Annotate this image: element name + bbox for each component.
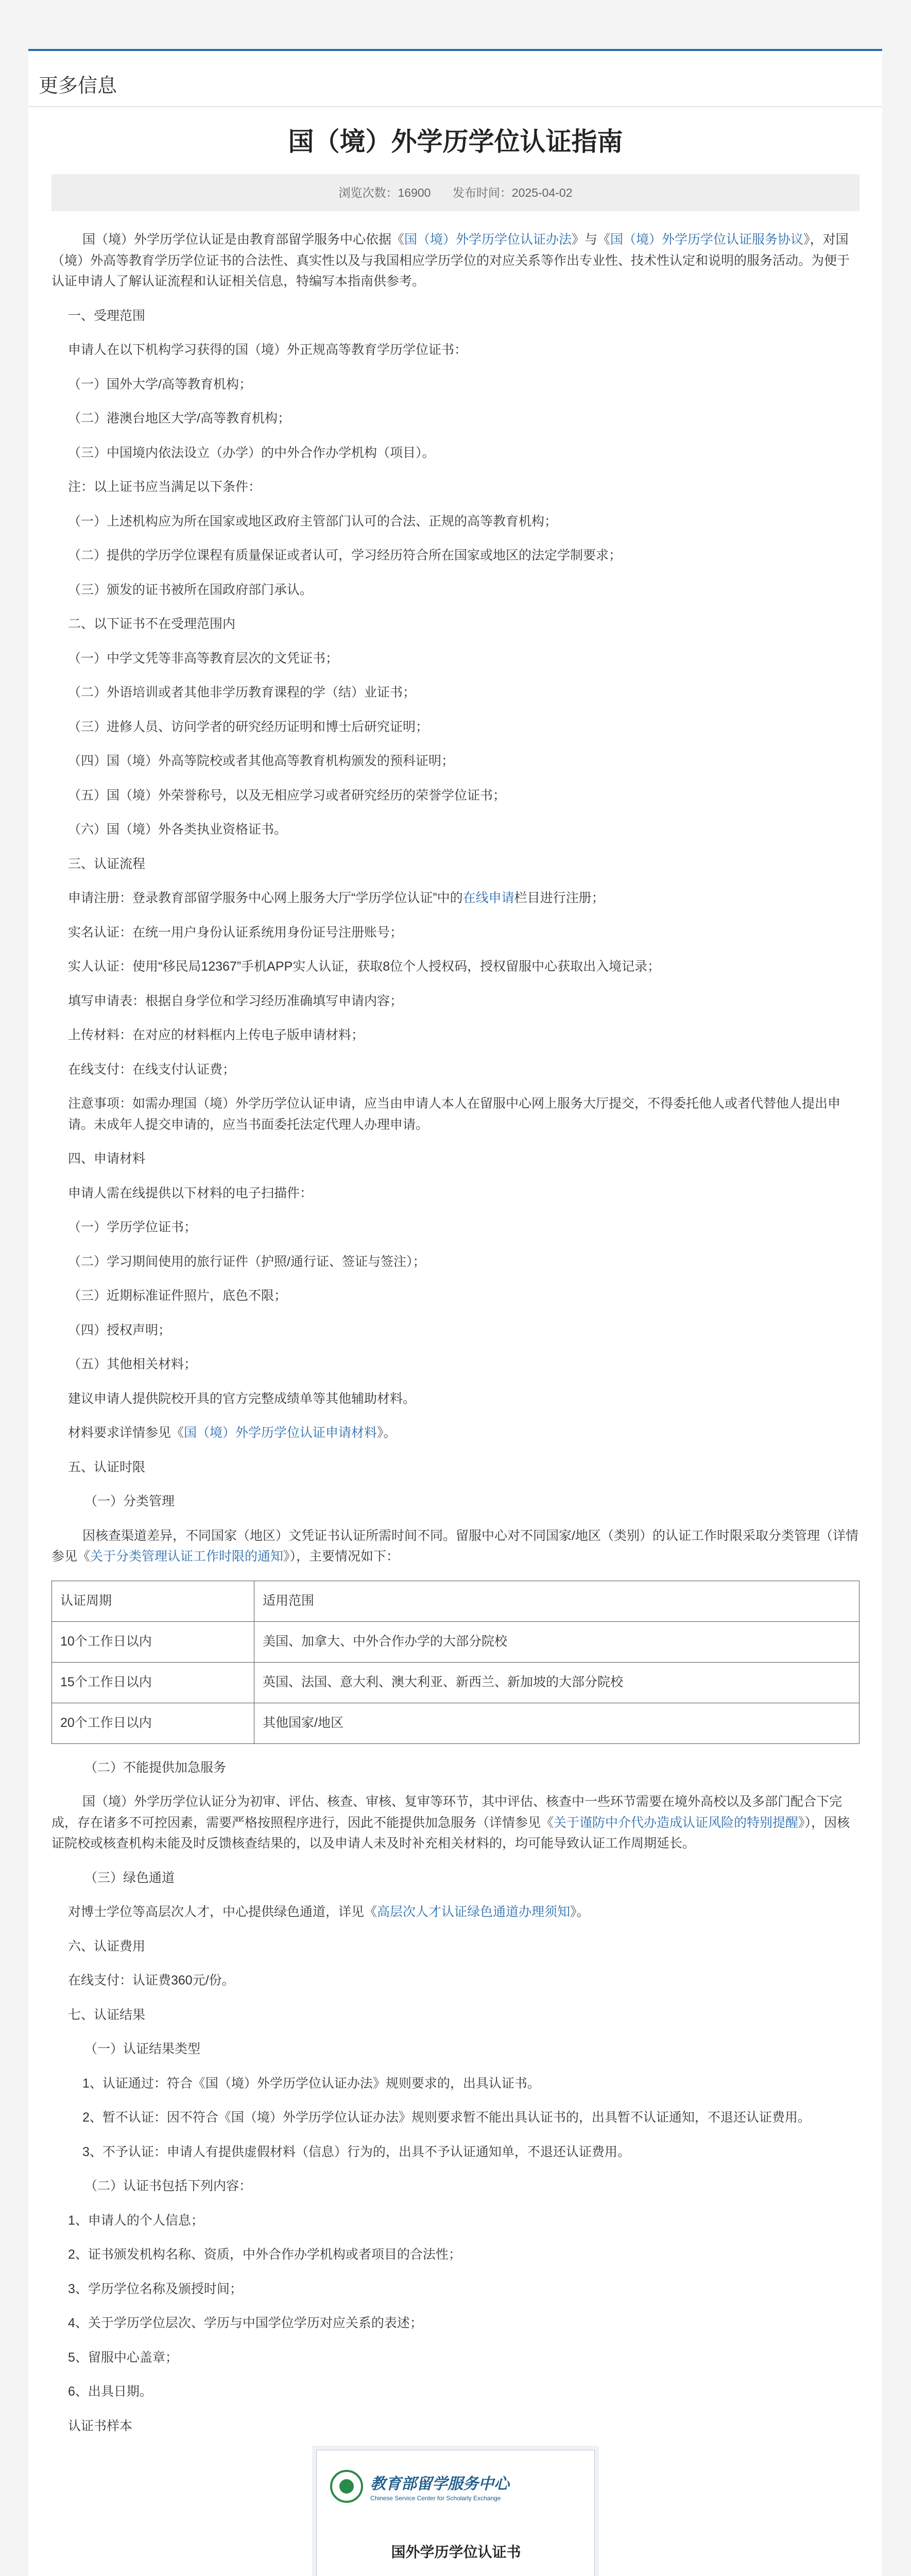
list-item: 3、学历学位名称及颁授时间； bbox=[68, 2281, 243, 2296]
sub-heading: （一）分类管理 bbox=[84, 1494, 175, 1509]
article-content bbox=[51, 229, 860, 2576]
list-item: （三）中国境内依法设立（办学）的中外合作办学机构（项目）。 bbox=[68, 445, 435, 460]
table-header-cell: 适用范围 bbox=[254, 1581, 860, 1621]
list-item: 1、申请人的个人信息； bbox=[68, 2213, 204, 2228]
list-item: （四）国（境）外高等院校或者其他高等教育机构颁发的预科证明； bbox=[68, 754, 455, 768]
link-cert-regulation[interactable]: 国（境）外学历学位认证办法 bbox=[404, 232, 572, 247]
section-heading: 三、认证流程 bbox=[68, 856, 146, 871]
list-item: 填写申请表：根据自身学位和学习经历准确填写申请内容； bbox=[68, 993, 403, 1008]
list-item: （三）进修人员、访问学者的研究经历证明和博士后研究证明； bbox=[68, 719, 429, 734]
paragraph: 申请人需在线提供以下材料的电子扫描件： bbox=[68, 1185, 313, 1200]
text: 申请注册：登录教育部留学服务中心网上服务大厅“学历学位认证”中的 bbox=[68, 891, 463, 905]
list-item: （二）提供的学历学位课程有质量保证或者认可，学习经历符合所在国家或地区的法定学制要求； bbox=[68, 548, 622, 563]
paragraph: 建议申请人提供院校开具的官方完整成绩单等其他辅助材料。 bbox=[68, 1391, 416, 1406]
text: 》。 bbox=[570, 1905, 590, 1919]
list-item: （一）中学文凭等非高等教育层次的文凭证书； bbox=[68, 651, 339, 666]
date-label: 发布时间： bbox=[452, 186, 512, 199]
text: 因核查渠道差异，不同国家（地区）文凭证书认证所需时间不同。留服中心对不同国家/地区（类别）的认证工作时限采取分类管理（详情参见《 bbox=[51, 1528, 858, 1564]
section-heading: 六、认证费用 bbox=[68, 1939, 146, 1954]
list-item: （三）颁发的证书被所在国政府部门承认。 bbox=[68, 582, 313, 597]
table-cell: 其他国家/地区 bbox=[254, 1703, 860, 1743]
link-online-apply[interactable]: 在线申请 bbox=[462, 891, 514, 905]
page-title: 国（境）外学历学位认证指南 bbox=[288, 127, 623, 156]
text: 栏目进行注册； bbox=[514, 891, 605, 905]
table-cell: 10个工作日以内 bbox=[52, 1621, 254, 1662]
more-info-heading: 更多信息 bbox=[39, 75, 117, 97]
notice-paragraph: 注意事项：如需办理国（境）外学历学位认证申请，应当由申请人本人在留服中心网上服务大厅提交，不得委托他人或者代替他人提出申请。未成年人提交申请的，应当书面委托法定代理人办理申请。 bbox=[68, 1096, 841, 1132]
section-heading: 七、认证结果 bbox=[68, 2007, 146, 2022]
table-row bbox=[52, 1703, 860, 1743]
text: 》与《 bbox=[572, 232, 611, 247]
text: 国（境）外学历学位认证分为初审、评估、核查、审核、复审等环节，其中评估、核查中一些环节需要在境外高校以及多部门配合下完成，存在诸多不可控因素，需要严格按照程序进行，因此不能提供加急服务（详情参见《 bbox=[51, 1794, 843, 1830]
certificate-org: 教育部留学服务中心 bbox=[370, 2476, 509, 2493]
paragraph: 1、认证通过：符合《国（境）外学历学位认证办法》规则要求的，出具认证书。 bbox=[82, 2076, 540, 2091]
publish-date: 2025-04-02 bbox=[511, 186, 573, 199]
list-item: 上传材料：在对应的材料框内上传电子版申请材料； bbox=[68, 1028, 365, 1042]
text: 对博士学位等高层次人才，中心提供绿色通道，详见《 bbox=[68, 1905, 377, 1919]
list-item: 实名认证：在统一用户身份认证系统用身份证号注册账号； bbox=[68, 925, 403, 940]
table-row bbox=[52, 1662, 860, 1703]
list-item: （二）外语培训或者其他非学历教育课程的学（结）业证书； bbox=[68, 685, 416, 700]
time-limit-table bbox=[51, 1581, 860, 1744]
link-application-materials[interactable]: 国（境）外学历学位认证申请材料 bbox=[184, 1426, 377, 1440]
list-item: （一）上述机构应为所在国家或地区政府主管部门认可的合法、正规的高等教育机构； bbox=[68, 514, 558, 529]
section-heading: 二、以下证书不在受理范围内 bbox=[68, 617, 236, 631]
certificate-title: 国外学历学位认证书 bbox=[391, 2544, 521, 2560]
certificate-header bbox=[327, 2465, 585, 2511]
divider bbox=[28, 106, 882, 107]
paragraph: 注：以上证书应当满足以下条件： bbox=[68, 480, 262, 494]
paragraph: 2、暂不认证：因不符合《国（境）外学历学位认证办法》规则要求暂不能出具认证书的，出具暂不认证通知，不退还认证费用。 bbox=[82, 2110, 811, 2125]
text: 》，对国（境）外高等教育学历学位证书的合法性、真实性以及与我国相应学历学位的对应关系等作出专业性、技术性认定和说明的服务活动。为便于认证申请人了解认证流程和认证相关信息，特编写本指南供参考。 bbox=[51, 232, 850, 289]
table-cell: 20个工作日以内 bbox=[52, 1703, 254, 1743]
text: 材料要求详情参见《 bbox=[68, 1426, 184, 1440]
list-item: （一）学历学位证书； bbox=[68, 1220, 197, 1234]
link-service-agreement[interactable]: 国（境）外学历学位认证服务协议 bbox=[610, 232, 804, 247]
list-item: （二）学习期间使用的旅行证件（护照/通行证、签证与签注）； bbox=[68, 1254, 426, 1269]
views-count: 16900 bbox=[398, 186, 431, 199]
text: 》），主要情况如下： bbox=[283, 1549, 400, 1564]
certificate-image bbox=[316, 2450, 595, 2576]
list-item: 4、关于学历学位层次、学历与中国学位学历对应关系的表述； bbox=[68, 2316, 423, 2330]
list-item: （二）港澳台地区大学/高等教育机构； bbox=[68, 411, 290, 426]
paragraph: 认证书样本 bbox=[68, 2418, 133, 2433]
paragraph: 在线支付：认证费360元/份。 bbox=[68, 1973, 235, 1988]
table-cell: 英国、法国、意大利、澳大利亚、新西兰、新加坡的大部分院校 bbox=[254, 1662, 860, 1703]
paragraph bbox=[51, 1902, 860, 1923]
paragraph bbox=[51, 888, 860, 909]
link-green-channel[interactable]: 高层次人才认证绿色通道办理须知 bbox=[377, 1905, 571, 1919]
table-cell: 15个工作日以内 bbox=[52, 1662, 254, 1703]
list-item: 6、出具日期。 bbox=[68, 2384, 152, 2399]
section-heading: 五、认证时限 bbox=[68, 1460, 146, 1475]
table-cell: 美国、加拿大、中外合作办学的大部分院校 bbox=[254, 1621, 860, 1662]
link-time-limit-notice[interactable]: 关于分类管理认证工作时限的通知 bbox=[90, 1549, 284, 1564]
list-item: （五）国（境）外荣誉称号，以及无相应学习或者研究经历的荣誉学位证书； bbox=[68, 788, 506, 803]
text: 》。 bbox=[377, 1426, 397, 1440]
sub-heading: （三）绿色通道 bbox=[84, 1870, 175, 1885]
paragraph bbox=[51, 1422, 860, 1444]
paragraph bbox=[51, 1791, 860, 1854]
paragraph: 申请人在以下机构学习获得的国（境）外正规高等教育学历学位证书： bbox=[68, 343, 468, 357]
list-item: （四）授权声明； bbox=[68, 1323, 171, 1337]
link-agency-warning[interactable]: 关于谨防中介代办造成认证风险的特别提醒 bbox=[554, 1815, 799, 1830]
list-item: 5、留服中心盖章； bbox=[68, 2350, 178, 2365]
list-item: 在线支付：在线支付认证费； bbox=[68, 1062, 236, 1077]
section-heading: 四、申请材料 bbox=[68, 1151, 146, 1166]
date-meta bbox=[453, 186, 573, 199]
views-meta bbox=[338, 186, 431, 199]
list-item: （一）国外大学/高等教育机构； bbox=[68, 377, 252, 392]
list-item: 2、证书颁发机构名称、资质，中外合作办学机构或者项目的合法性； bbox=[68, 2247, 461, 2262]
table-row bbox=[52, 1621, 860, 1662]
list-item: （六）国（境）外各类执业资格证书。 bbox=[68, 822, 287, 837]
paragraph: 3、不予认证：申请人有提供虚假材料（信息）行为的，出具不予认证通知单，不退还认证费用。 bbox=[82, 2144, 630, 2159]
list-item: 实人认证：使用“移民局12367”手机APP实人认证，获取8位个人授权码，授权留服中心获取出入境记录； bbox=[68, 959, 661, 974]
certificate-org-en: Chinese Service Center for Scholarly Exchange bbox=[370, 2495, 501, 2502]
text: 国（境）外学历学位认证是由教育部留学服务中心依据《 bbox=[82, 232, 405, 247]
certificate-sample bbox=[51, 2450, 860, 2576]
table-header-row bbox=[52, 1581, 860, 1621]
text: 》），因核证院校或核查机构未能及时反馈核查结果的，以及申请人未及时补充相关材料的，均可能导致认证工作周期延长。 bbox=[51, 1815, 850, 1851]
cscse-logo-icon bbox=[330, 2470, 363, 2503]
sub-heading: （二）认证书包括下列内容： bbox=[84, 2179, 252, 2193]
list-item: （五）其他相关材料； bbox=[68, 1357, 197, 1371]
sub-heading: （二）不能提供加急服务 bbox=[84, 1760, 227, 1775]
views-label: 浏览次数： bbox=[338, 186, 398, 199]
paragraph bbox=[51, 1526, 860, 1567]
list-item: （三）近期标准证件照片，底色不限； bbox=[68, 1289, 287, 1303]
table-header-cell: 认证周期 bbox=[52, 1581, 254, 1621]
intro-paragraph bbox=[51, 229, 860, 292]
meta-bar bbox=[51, 174, 860, 211]
section-heading: 一、受理范围 bbox=[68, 308, 146, 323]
sub-heading: （一）认证结果类型 bbox=[84, 2042, 201, 2056]
